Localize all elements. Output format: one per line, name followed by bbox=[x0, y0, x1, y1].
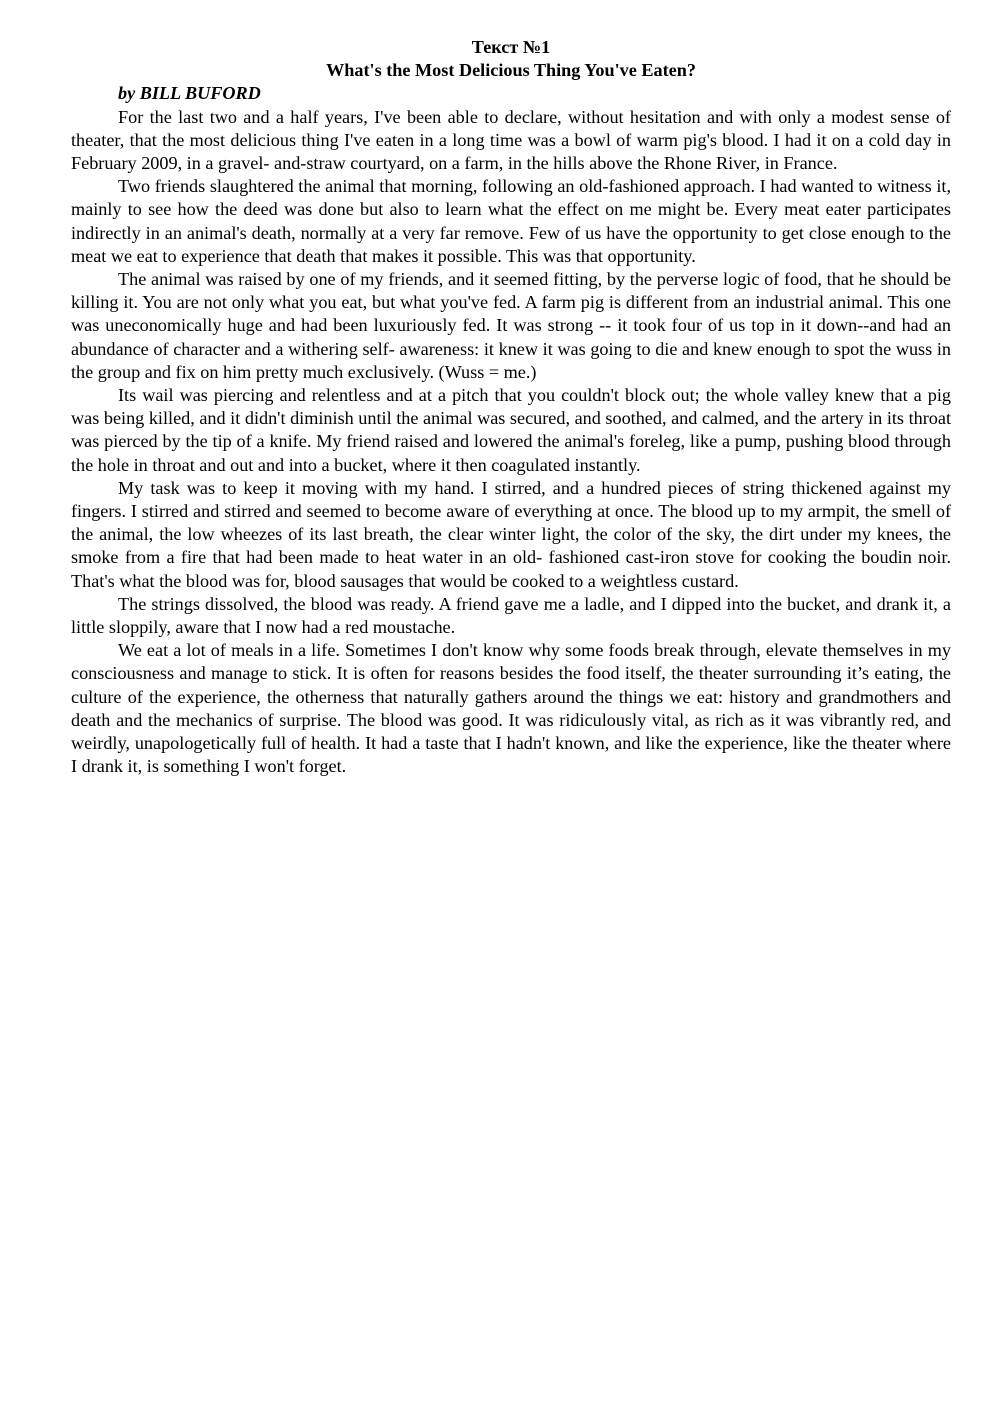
document-page bbox=[71, 36, 951, 779]
paragraph-5: My task was to keep it moving with my hand. I stirred, and a hundred pieces of string thickened against my fingers. I stirred and stirred and seemed to become aware of everything at once. The blood up to my armpit, the smell of the animal, the low wheezes of its last breath, the clear winter light, the color of the sky, the dirt under my knees, the smoke from a fire that had been made to heat water in an old- fashioned cast-iron stove for cooking the boudin noir. That's what the blood was for, blood sausages that would be cooked to a weightless custard. bbox=[71, 477, 951, 591]
author-byline: by BILL BUFORD bbox=[118, 83, 261, 104]
article-title: What's the Most Delicious Thing You've Eaten? bbox=[326, 60, 696, 81]
paragraph-4: Its wail was piercing and relentless and at a pitch that you couldn't block out; the whole valley knew that a pig was being killed, and it didn't diminish until the animal was secured, and soothed, and calmed, and the artery in its throat was pierced by the tip of a knife. My friend raised and lowered the animal's foreleg, like a pump, pushing blood through the hole in throat and out and into a bucket, where it then coagulated instantly. bbox=[71, 385, 951, 475]
paragraph-2: Two friends slaughtered the animal that morning, following an old-fashioned approach. I had wanted to witness it, mainly to see how the deed was done but also to learn what the effect on me might be. Every meat eater participates indirectly in an animal's death, normally at a very far remove. Few of us have the opportunity to get close enough to the meat we eat to experience that death that makes it possible. This was that opportunity. bbox=[71, 176, 951, 266]
paragraph-6: The strings dissolved, the blood was ready. A friend gave me a ladle, and I dipped into the bucket, and drank it, a little sloppily, aware that I now had a red moustache. bbox=[71, 593, 951, 638]
paragraph-7: We eat a lot of meals in a life. Sometimes I don't know why some foods break through, elevate themselves in my consciousness and manage to stick. It is often for reasons besides the food itself, the theater surrounding it’s eating, the culture of the experience, the otherness that naturally gathers around the things we eat: history and grandmothers and death and the mechanics of surprise. The blood was good. It was ridiculously vital, as rich as it was vibrantly red, and weirdly, unapologetically full of health. It had a taste that I hadn't known, and like the experience, like the theater where I drank it, is something I won't forget. bbox=[71, 640, 951, 777]
paragraph-1: For the last two and a half years, I've been able to declare, without hesitation and with only a modest sense of theater, that the most delicious thing I've eaten in a long time was a bowl of warm pig's blood. I had it on a cold day in February 2009, in a gravel- and-straw courtyard, on a farm, in the hills above the Rhone River, in France. bbox=[71, 106, 951, 174]
text-number-label: Текст №1 bbox=[471, 37, 551, 57]
paragraph-3: The animal was raised by one of my friends, and it seemed fitting, by the perverse logic of food, that he should be killing it. You are not only what you eat, but what you've fed. A farm pig is different from an industrial animal. This one was uneconomically huge and had been luxuriously fed. It was strong -- it took four of us top in it down--and had an abundance of character and a withering self- awareness: it knew it was going to die and knew enough to spot the wuss in the group and fix on him pretty much exclusively. (Wuss = me.) bbox=[71, 269, 951, 382]
